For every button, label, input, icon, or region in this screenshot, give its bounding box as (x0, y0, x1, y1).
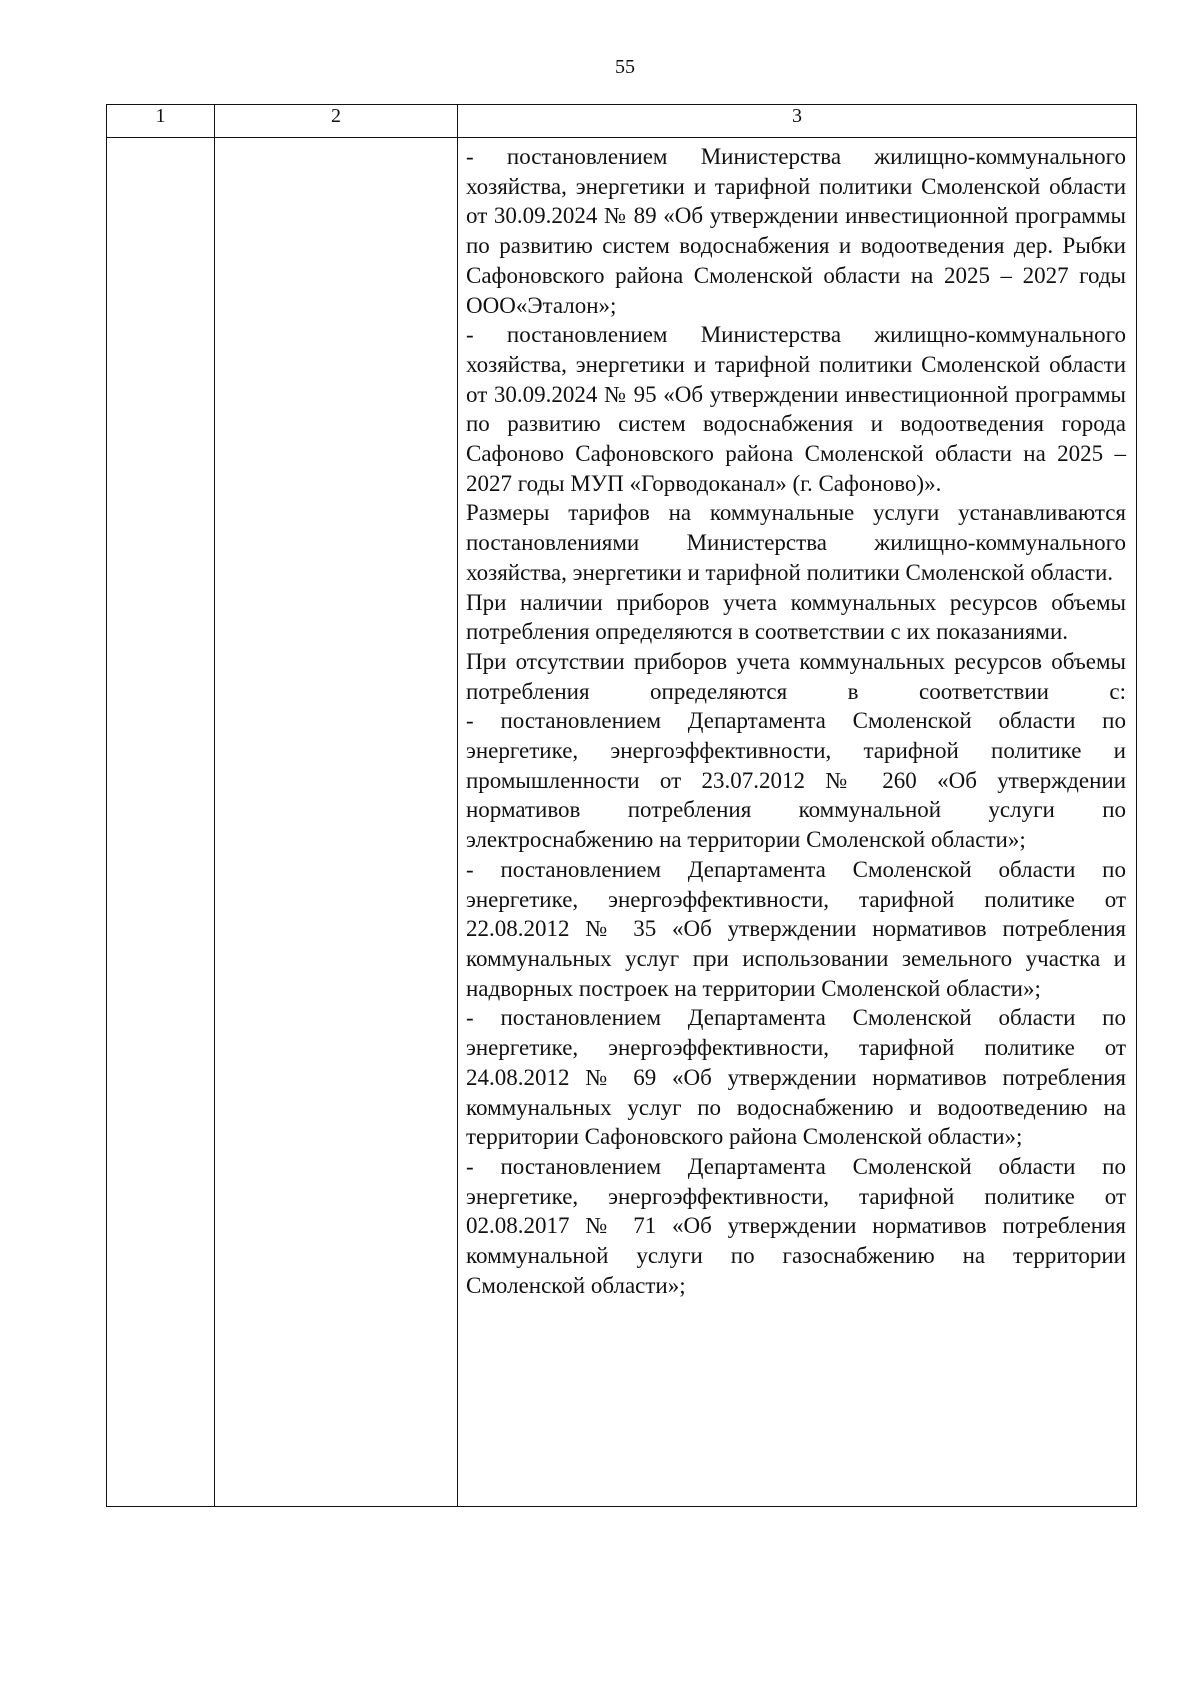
paragraph-without-meters: При отсутствии приборов учета коммунальных ресурсов объемы потребления определяются в соответствии с: (466, 648, 1126, 704)
paragraph-decree-71: - постановлением Департамента Смоленской области по энергетике, энергоэффективности, тарифной политике от 02.08.2017 № 71 «Об утверждении нормативов потребления коммунальной услуги по газоснабжению на территории Смоленской области»; (466, 1153, 1126, 1298)
paragraph-tariff-sizes: Размеры тарифов на коммунальные услуги устанавливаются постановлениями Министерства жилищно-коммунального хозяйства, энергетики и тарифной политики Смоленской области. (466, 500, 1126, 585)
column-header-2: 2 (215, 105, 458, 138)
paragraph-decree-69: - постановлением Департамента Смоленской области по энергетике, энергоэффективности, тарифной политике от 24.08.2012 № 69 «Об утверждении нормативов потребления коммунальных услуг по водоснабжению и водоотведению на территории Сафоновского района Смоленской области»; (466, 1005, 1126, 1150)
page-number: 55 (615, 56, 635, 78)
table-row (107, 138, 1137, 1507)
col3-cell (458, 138, 1137, 1507)
column-header-3: 3 (458, 105, 1137, 138)
col1-cell (107, 138, 215, 1507)
paragraph-decree-260: - постановлением Департамента Смоленской области по энергетике, энергоэффективности, тарифной политике и промышленности от 23.07.2012 № 260 «Об утверждении нормативов потребления коммунальной услуги по электроснабжению на территории Смоленской области»; (466, 708, 1126, 853)
column-header-1: 1 (107, 105, 215, 138)
paragraph-decree-89: - постановлением Министерства жилищно-коммунального хозяйства, энергетики и тарифной политики Смоленской области от 30.09.2024 № 89 «Об утверждении инвестиционной программы по развитию систем водоснабжения и водоотведения дер. Рыбки Сафоновского района Смоленской области на 2025 – 2027 годы ООО«Эталон»; (466, 144, 1126, 318)
paragraph-decree-95: - постановлением Министерства жилищно-коммунального хозяйства, энергетики и тарифной политики Смоленской области от 30.09.2024 № 95 «Об утверждении инвестиционной программы по развитию систем водоснабжения и водоотведения города Сафоново Сафоновского района Смоленской области на 2025 – 2027 годы МУП «Горводоканал» (г. Сафоново)». (466, 322, 1126, 496)
paragraph-with-meters: При наличии приборов учета коммунальных ресурсов объемы потребления определяются в соответствии с их показаниями. (466, 589, 1126, 645)
col2-cell (215, 138, 458, 1507)
document-table (106, 104, 1137, 1507)
table-header-row (107, 105, 1137, 138)
paragraph-decree-35: - постановлением Департамента Смоленской области по энергетике, энергоэффективности, тарифной политике от 22.08.2012 № 35 «Об утверждении нормативов потребления коммунальных услуг при использовании земельного участка и надворных построек на территории Смоленской области»; (466, 856, 1126, 1001)
